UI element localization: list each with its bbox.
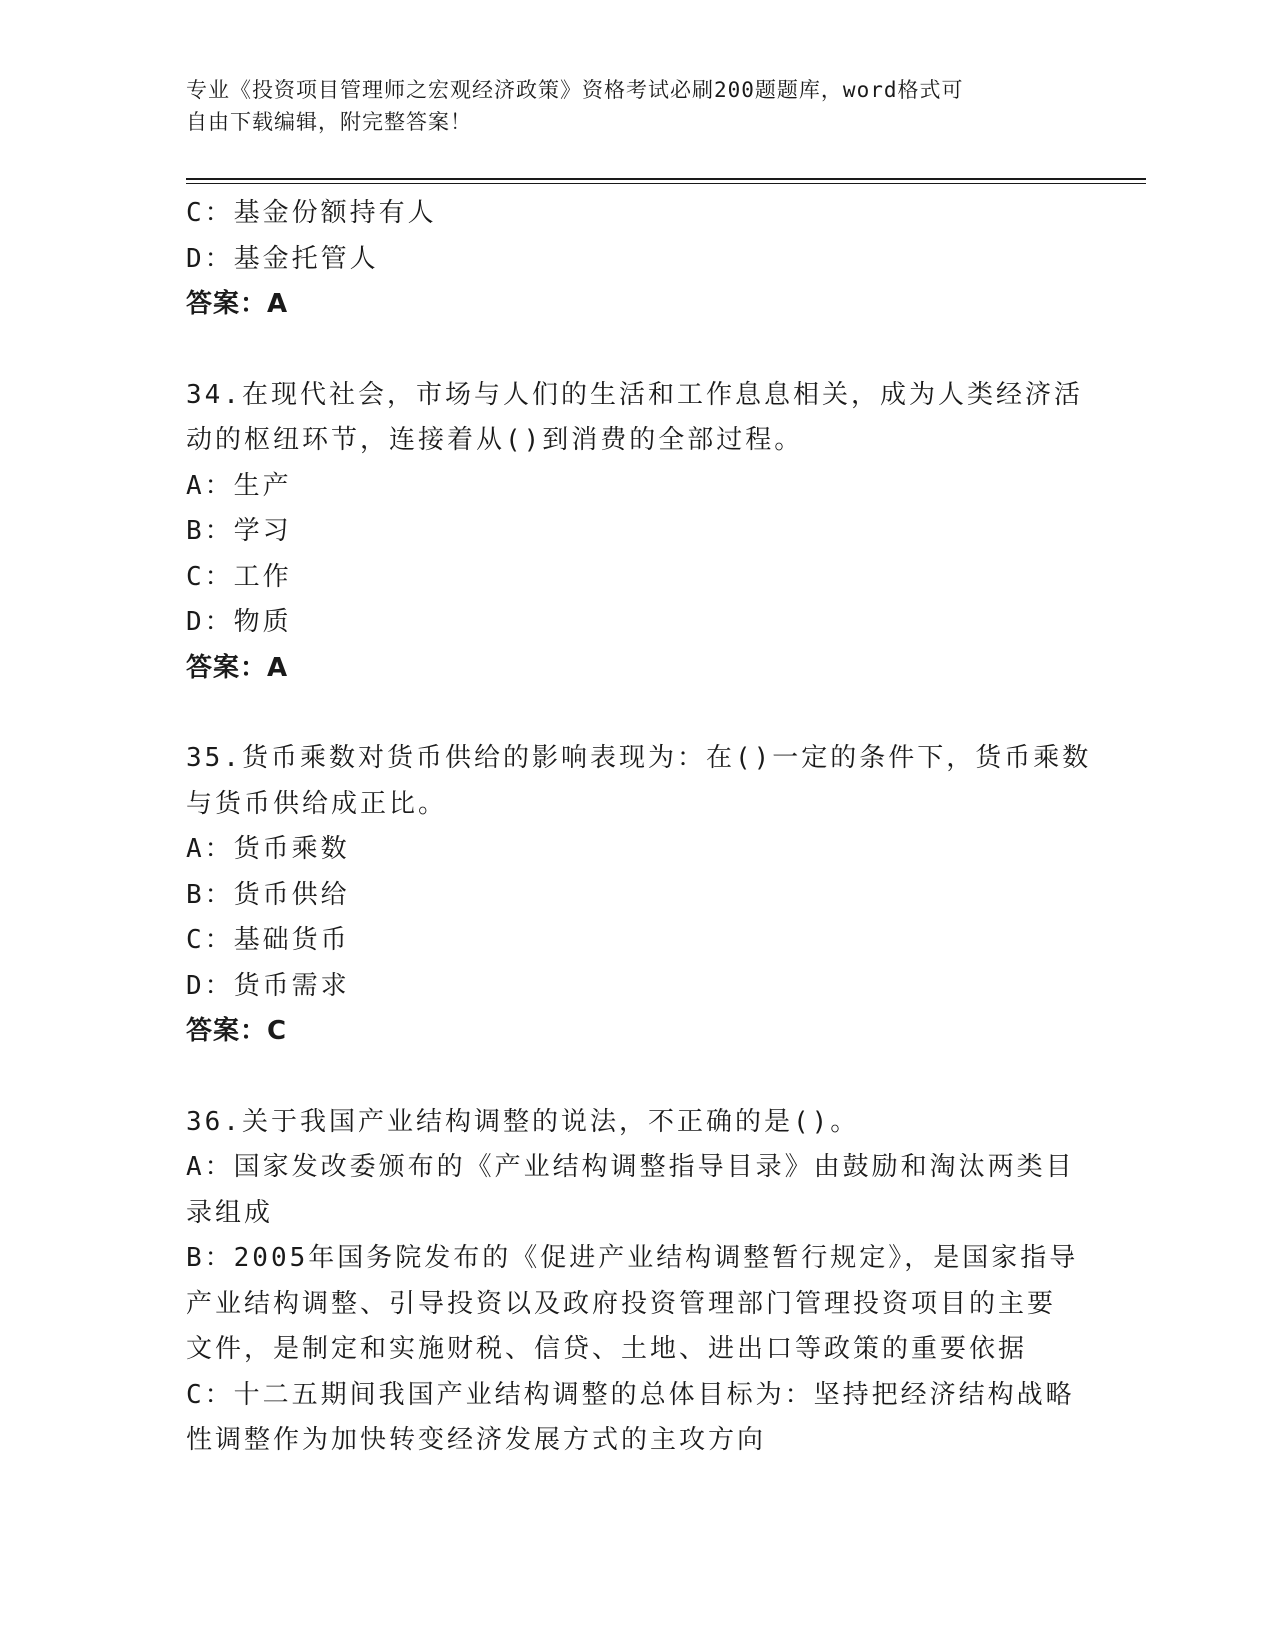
option-b: B：学习 xyxy=(186,516,292,546)
option-b-continued: 产业结构调整、引导投资以及政府投资管理部门管理投资项目的主要 xyxy=(186,1288,1057,1319)
option-c: C：十二五期间我国产业结构调整的总体目标为：坚持把经济结构战略 xyxy=(186,1379,1075,1410)
option-d: D：物质 xyxy=(186,607,292,637)
header-rule-thick xyxy=(186,178,1146,180)
header-title-line-1: 专业《投资项目管理师之宏观经济政策》资格考试必刷200题题库，word格式可 xyxy=(186,78,964,102)
question-34 xyxy=(186,373,1086,692)
spacer xyxy=(186,328,1086,373)
answer-line: 答案：C xyxy=(186,1016,288,1046)
question-35 xyxy=(186,736,1092,1055)
option-c: C：基础货币 xyxy=(186,925,350,955)
spacer xyxy=(186,691,1086,736)
option-a: A：生产 xyxy=(186,470,292,501)
answer-line: 答案：A xyxy=(186,652,289,683)
option-c: C：工作 xyxy=(186,561,292,592)
option-d: D：基金托管人 xyxy=(186,243,379,274)
header-title-line-2: 自由下载编辑，附完整答案！ xyxy=(186,110,472,134)
option-b: B：货币供给 xyxy=(186,879,350,910)
option-c-continued: 性调整作为加快转变经济发展方式的主攻方向 xyxy=(186,1425,767,1455)
question-list xyxy=(186,191,1092,1464)
answer-line: 答案：A xyxy=(186,289,289,319)
option-d: D：货币需求 xyxy=(186,970,350,1001)
question-36 xyxy=(186,1100,1086,1464)
option-a: A：国家发改委颁布的《产业结构调整指导目录》由鼓励和淘汰两类目 xyxy=(186,1152,1075,1182)
option-c: C：基金份额持有人 xyxy=(186,198,437,228)
question-stem: 动的枢纽环节，连接着从()到消费的全部过程。 xyxy=(186,425,804,455)
option-a: A：货币乘数 xyxy=(186,834,350,864)
previous-question-tail xyxy=(186,191,1086,328)
question-stem: 与货币供给成正比。 xyxy=(186,788,448,819)
document-header xyxy=(186,74,1066,138)
question-stem: 35.货币乘数对货币供给的影响表现为：在()一定的条件下，货币乘数 xyxy=(186,743,1092,773)
option-a-continued: 录组成 xyxy=(186,1197,274,1228)
header-rule-thin xyxy=(186,183,1146,184)
question-stem: 36.关于我国产业结构调整的说法，不正确的是()。 xyxy=(186,1106,860,1137)
option-b: B：2005年国务院发布的《促进产业结构调整暂行规定》，是国家指导 xyxy=(186,1243,1079,1273)
option-b-continued: 文件，是制定和实施财税、信贷、土地、进出口等政策的重要依据 xyxy=(186,1334,1028,1364)
question-stem: 34.在现代社会，市场与人们的生活和工作息息相关，成为人类经济活 xyxy=(186,379,1083,410)
spacer xyxy=(186,1055,1086,1100)
